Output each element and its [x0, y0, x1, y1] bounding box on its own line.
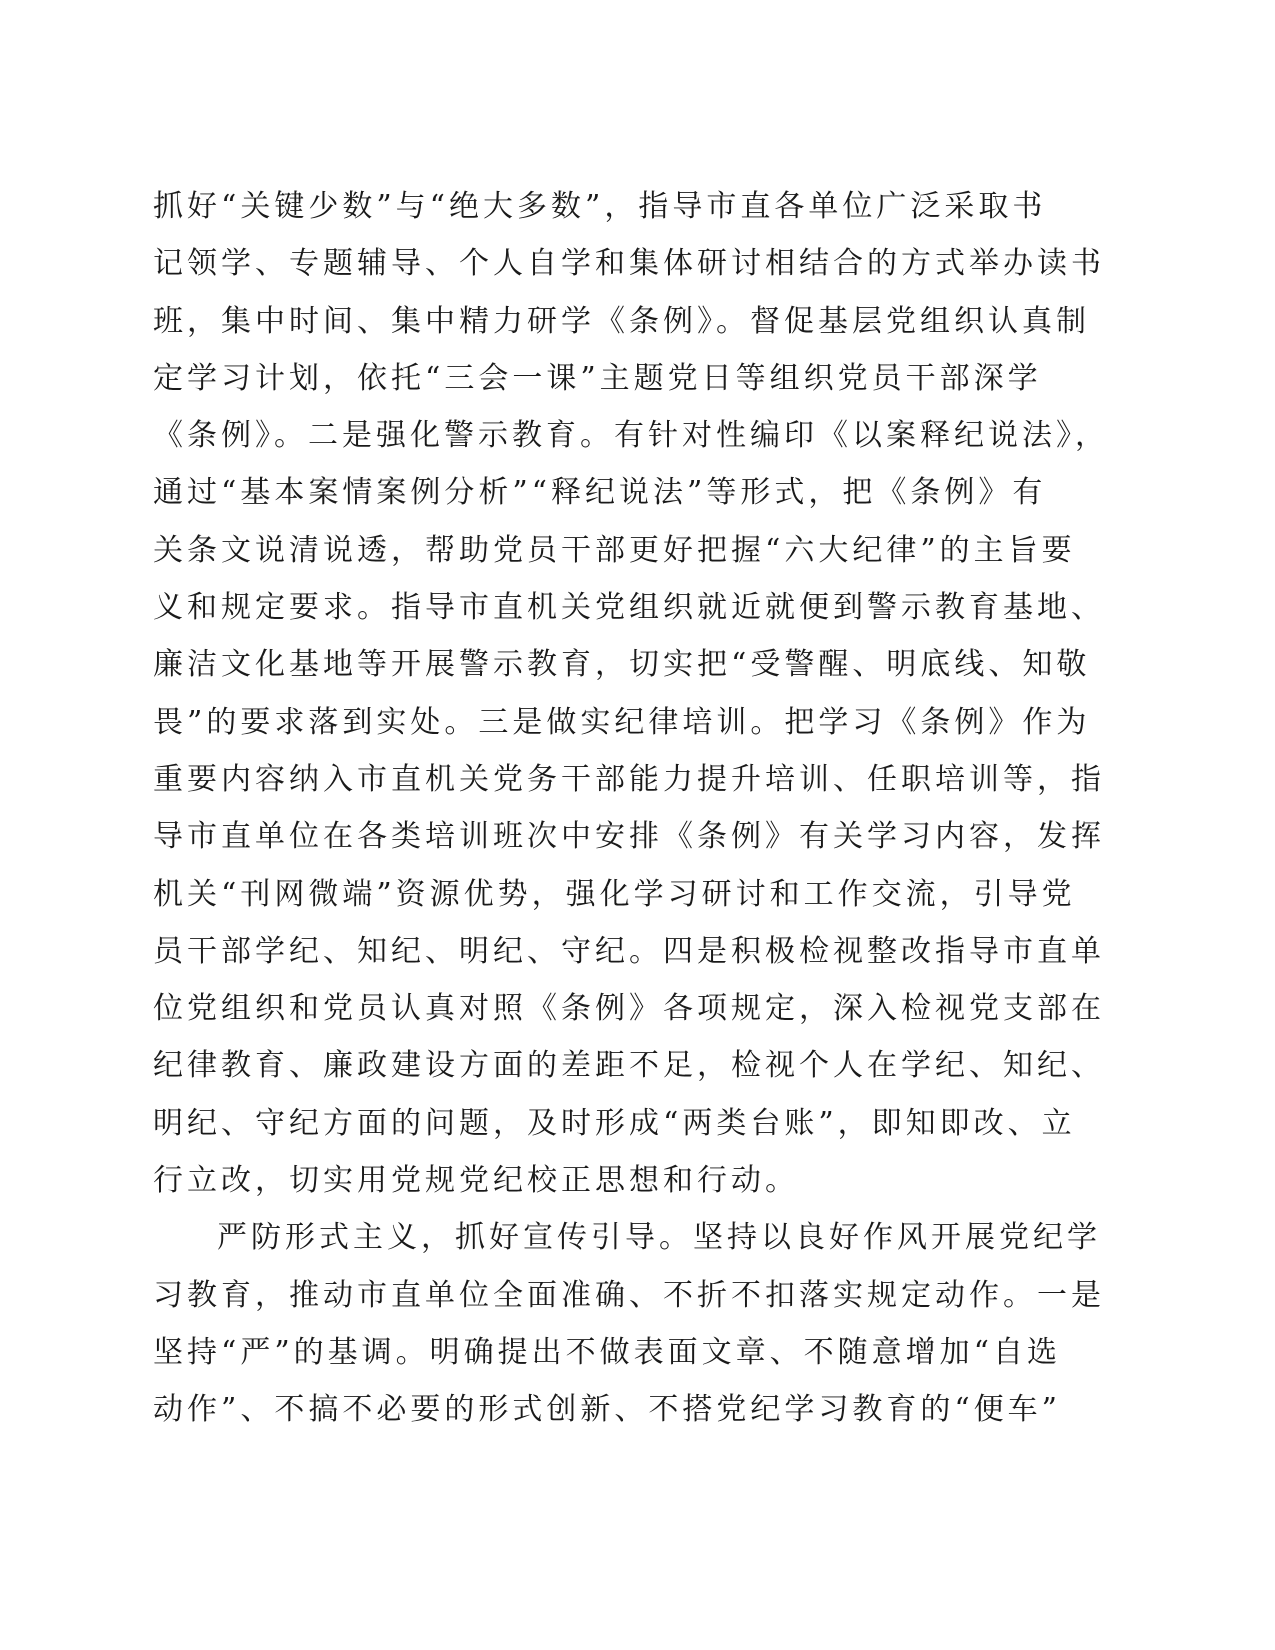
- text-line: 班，集中时间、集中精力研学《条例》。督促基层党组织认真制: [153, 303, 1090, 339]
- text-line: 坚持“严”的基调。明确提出不做表面文章、不随意增加“自选: [153, 1334, 1062, 1370]
- text-line: 畏”的要求落到实处。三是做实纪律培训。把学习《条例》作为: [153, 704, 1091, 740]
- text-line: 抓好“关键少数”与“绝大多数”，指导市直各单位广泛采取书: [153, 189, 1047, 224]
- body-text: [153, 178, 1109, 1439]
- text-line: 《条例》。二是强化警示教育。有针对性编印《以案释纪说法》，: [153, 418, 1109, 454]
- text-line: 明纪、守纪方面的问题，及时形成“两类台账”，即知即改、立: [153, 1105, 1076, 1141]
- text-line: 位党组织和党员认真对照《条例》各项规定，深入检视党支部在: [153, 991, 1105, 1027]
- text-line: 通过“基本案情案例分析”“释纪说法”等形式，把《条例》有: [153, 475, 1047, 511]
- paragraph-start-line: 严防形式主义，抓好宣传引导。坚持以良好作风开展党纪学: [217, 1220, 1101, 1256]
- text-line: 重要内容纳入市直机关党务干部能力提升培训、任职培训等，指: [153, 761, 1105, 797]
- text-line: 机关“刊网微端”资源优势，强化学习研讨和工作交流，引导党: [153, 876, 1076, 912]
- text-line: 纪律教育、廉政建设方面的差距不足，检视个人在学纪、知纪、: [153, 1048, 1105, 1084]
- text-line: 动作”、不搞不必要的形式创新、不搭党纪学习教育的“便车”: [153, 1392, 1062, 1428]
- text-line: 习教育，推动市直单位全面准确、不折不扣落实规定动作。一是: [153, 1277, 1105, 1313]
- text-line: 定学习计划，依托“三会一课”主题党日等组织党员干部深学: [153, 360, 1042, 396]
- text-line: 行立改，切实用党规党纪校正思想和行动。: [153, 1163, 799, 1199]
- text-line: 记领学、专题辅导、个人自学和集体研讨相结合的方式举办读书: [153, 246, 1105, 282]
- text-line: 员干部学纪、知纪、明纪、守纪。四是积极检视整改指导市直单: [153, 933, 1105, 969]
- text-line: 义和规定要求。指导市直机关党组织就近就便到警示教育基地、: [153, 590, 1105, 626]
- text-line: 廉洁文化基地等开展警示教育，切实把“受警醒、明底线、知敬: [153, 647, 1091, 683]
- text-line: 关条文说清说透，帮助党员干部更好把握“六大纪律”的主旨要: [153, 532, 1076, 568]
- text-line: 导市直单位在各类培训班次中安排《条例》有关学习内容，发挥: [153, 819, 1105, 855]
